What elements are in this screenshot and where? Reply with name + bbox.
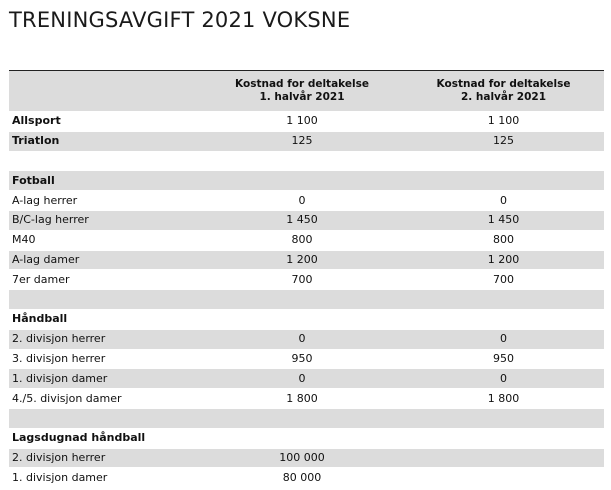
spacer-row <box>9 290 604 310</box>
row-label: Allsport <box>9 112 201 132</box>
table-row <box>9 210 604 230</box>
row-value-first-half: 1 200 <box>201 250 403 270</box>
row-value-second-half: 125 <box>403 131 604 151</box>
section-heading: Fotball <box>9 171 201 191</box>
page-title: TRENINGSAVGIFT 2021 VOKSNE <box>9 8 351 32</box>
header-second-half <box>403 71 604 112</box>
table-row <box>9 389 604 409</box>
row-value-first-half: 1 800 <box>201 389 403 409</box>
table-row <box>9 369 604 389</box>
row-value-first-half: 1 450 <box>201 210 403 230</box>
section-heading: Lagsdugnad håndball <box>9 428 201 448</box>
row-value-first-half: 0 <box>201 369 403 389</box>
section-heading-row <box>9 171 604 191</box>
section-heading: Håndball <box>9 309 201 329</box>
row-label: 1. divisjon damer <box>9 369 201 389</box>
row-value-second-half: 0 <box>403 369 604 389</box>
table-row <box>9 270 604 290</box>
row-value-second-half: 1 450 <box>403 210 604 230</box>
row-value-second-half: 800 <box>403 230 604 250</box>
fee-table <box>9 70 604 488</box>
row-value-second-half: 950 <box>403 349 604 369</box>
row-label: 7er damer <box>9 270 201 290</box>
row-value-first-half: 0 <box>201 329 403 349</box>
row-label: 4./5. divisjon damer <box>9 389 201 409</box>
row-value-first-half: 0 <box>201 191 403 211</box>
row-value-first-half: 800 <box>201 230 403 250</box>
row-value-first-half: 700 <box>201 270 403 290</box>
table-row <box>9 131 604 151</box>
table-row <box>9 448 604 468</box>
row-value-second-half <box>403 468 604 488</box>
header-first-half <box>201 71 403 112</box>
row-value-second-half: 1 200 <box>403 250 604 270</box>
section-heading-row <box>9 428 604 448</box>
row-label: 1. divisjon damer <box>9 468 201 488</box>
row-value-first-half: 100 000 <box>201 448 403 468</box>
table-row <box>9 250 604 270</box>
row-label: A-lag damer <box>9 250 201 270</box>
table-row <box>9 112 604 132</box>
table-row <box>9 230 604 250</box>
row-label: Triatlon <box>9 131 201 151</box>
header-first-half-line2: 1. halvår 2021 <box>259 91 345 103</box>
spacer-row <box>9 151 604 171</box>
row-value-second-half: 1 800 <box>403 389 604 409</box>
table-header <box>9 71 604 112</box>
row-value-second-half: 700 <box>403 270 604 290</box>
row-value-first-half: 125 <box>201 131 403 151</box>
table-row <box>9 468 604 488</box>
row-value-first-half: 950 <box>201 349 403 369</box>
row-label: 2. divisjon herrer <box>9 448 201 468</box>
table-row <box>9 349 604 369</box>
spacer-row <box>9 408 604 428</box>
header-empty-cell <box>9 71 201 112</box>
table-row <box>9 329 604 349</box>
row-value-second-half: 0 <box>403 329 604 349</box>
row-value-second-half: 0 <box>403 191 604 211</box>
row-label: M40 <box>9 230 201 250</box>
row-label: 2. divisjon herrer <box>9 329 201 349</box>
section-heading-row <box>9 309 604 329</box>
row-value-first-half: 1 100 <box>201 112 403 132</box>
row-label: 3. divisjon herrer <box>9 349 201 369</box>
header-first-half-line1: Kostnad for deltakelse <box>235 78 369 90</box>
row-label: B/C-lag herrer <box>9 210 201 230</box>
row-label: A-lag herrer <box>9 191 201 211</box>
header-second-half-line1: Kostnad for deltakelse <box>436 78 571 90</box>
row-value-first-half: 80 000 <box>201 468 403 488</box>
row-value-second-half <box>403 448 604 468</box>
row-value-second-half: 1 100 <box>403 112 604 132</box>
header-second-half-line2: 2. halvår 2021 <box>460 91 547 103</box>
table-row <box>9 191 604 211</box>
